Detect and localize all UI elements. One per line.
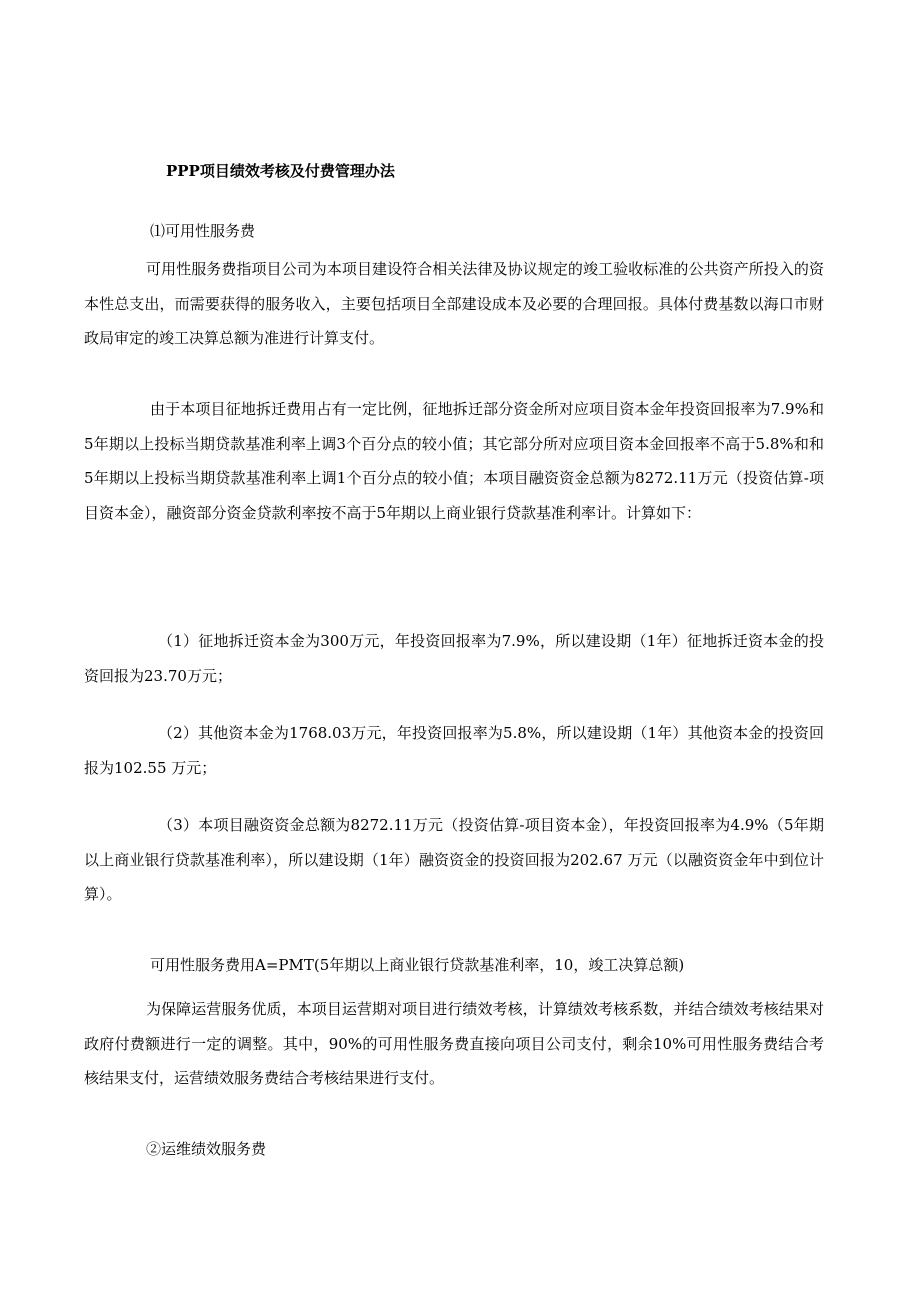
paragraph-performance-assessment: 为保障运营服务优质，本项目运营期对项目进行绩效考核，计算绩效考核系数，并结合绩效考核结果对政府付费额进行一定的调整。其中，90%的可用性服务费直接向项目公司支付，剩余10%可用性服务费结合考核结果支付，运营绩效服务费结合考核结果进行支付。: [84, 1000, 824, 1087]
paragraph-calc-item-1: （1）征地拆迁资本金为300万元，年投资回报率为7.9%，所以建设期（1年）征地拆迁资本金的投资回报为23.70万元；: [84, 632, 824, 685]
paragraph-calc-item-3: （3）本项目融资资金总额为8272.11万元（投资估算-项目资本金），年投资回报率为4.9%（5年期以上商业银行贷款基准利率），所以建设期（1年）融资资金的投资回报为202.67 万元（以融资资金年中到位计算）。: [84, 816, 824, 903]
availability-fee-formula: 可用性服务费用A=PMT(5年期以上商业银行贷款基准利率，10，竣工决算总额): [150, 956, 685, 974]
section-heading-availability-fee: ⑴可用性服务费: [150, 222, 256, 240]
document-title: PPP项目绩效考核及付费管理办法: [166, 162, 395, 180]
paragraph-return-rates: 由于本项目征地拆迁费用占有一定比例，征地拆迁部分资金所对应项目资本金年投资回报率为7.9%和5年期以上投标当期贷款基准利率上调3个百分点的较小值；其它部分所对应项目资本金回报率不高于5.8%和和5年期以上投标当期贷款基准利率上调1个百分点的较小值；本项目融资资金总额为8272.11万元（投资估算-项目资本金），融资部分资金贷款利率按不高于5年期以上商业银行贷款基准利率计。计算如下：: [84, 400, 824, 522]
paragraph-calc-item-2: （2）其他资本金为1768.03万元，年投资回报率为5.8%，所以建设期（1年）其他资本金的投资回报为102.55 万元；: [84, 724, 824, 777]
paragraph-availability-definition: 可用性服务费指项目公司为本项目建设符合相关法律及协议规定的竣工验收标准的公共资产所投入的资本性总支出，而需要获得的服务收入，主要包括项目全部建设成本及必要的合理回报。具体付费基数以海口市财政局审定的竣工决算总额为准进行计算支付。: [84, 260, 824, 347]
section-heading-om-performance-fee: ②运维绩效服务费: [146, 1140, 267, 1158]
